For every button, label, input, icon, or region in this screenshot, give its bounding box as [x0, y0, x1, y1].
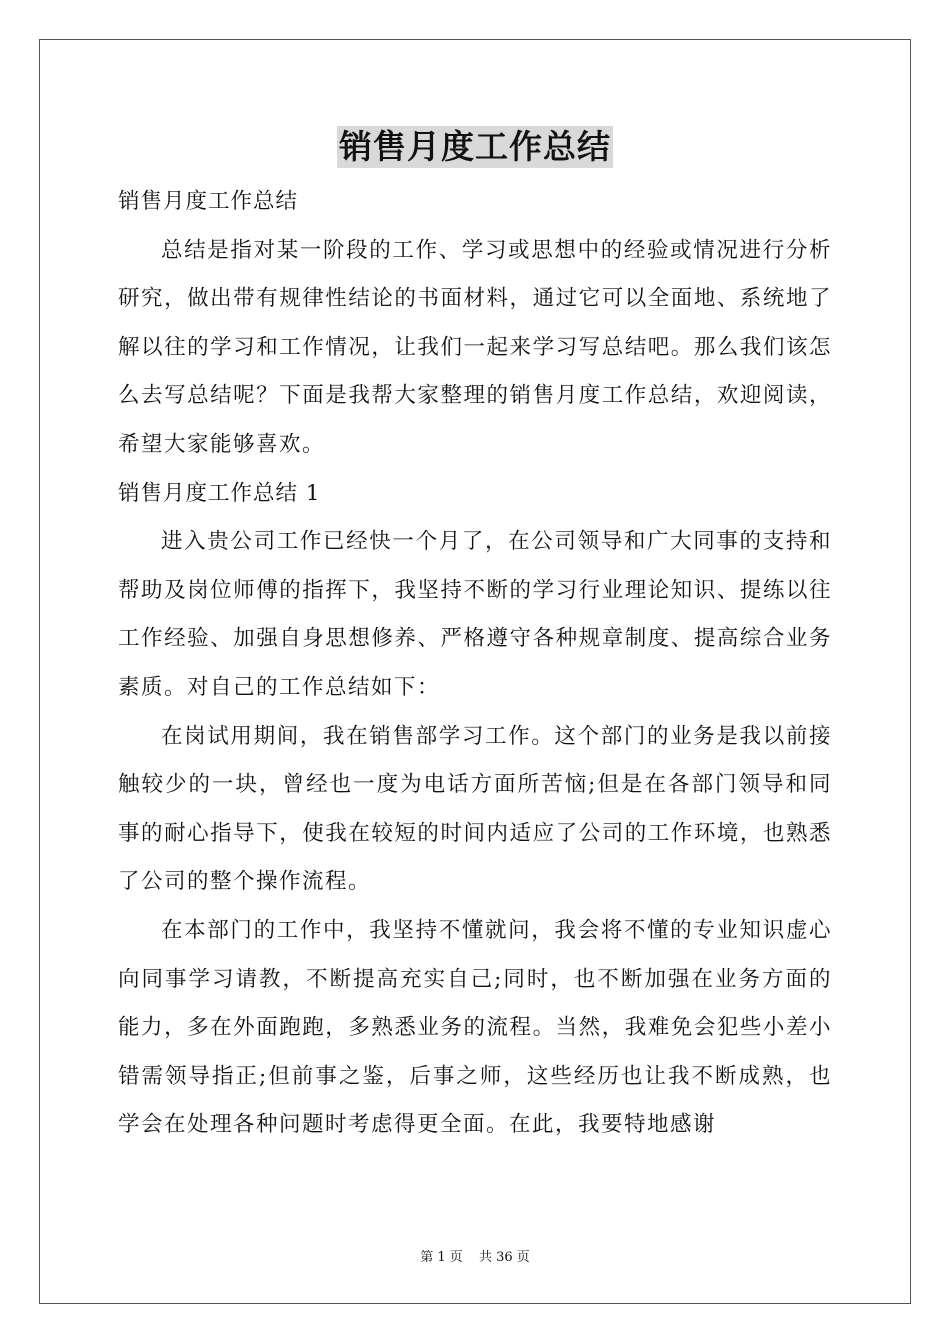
body-paragraph: 进入贵公司工作已经快一个月了，在公司领导和广大同事的支持和帮助及岗位师傅的指挥下，我坚持不断的学习行业理论知识、提练以往工作经验、加强自身思想修养、严格遵守各种规章制度、提高综合业务素质。对自己的工作总结如下： [118, 529, 832, 700]
section-heading: 销售月度工作总结 1 [118, 480, 321, 506]
title-wrap [0, 126, 950, 168]
section-heading: 销售月度工作总结 [118, 189, 299, 214]
page-footer [0, 1246, 950, 1265]
page-total: 共 36 页 [478, 1250, 530, 1265]
document-title: 销售月度工作总结 [339, 127, 611, 166]
body-paragraph: 在岗试用期间，我在销售部学习工作。这个部门的业务是我以前接触较少的一块，曾经也一度为电话方面所苦恼;但是在各部门领导和同事的耐心指导下，使我在较短的时间内适应了公司的工作环境，也熟悉了公司的整个操作流程。 [118, 723, 832, 895]
body-paragraph: 在本部门的工作中，我坚持不懂就问，我会将不懂的专业知识虚心向同事学习请教，不断提高充实自己;同时，也不断加强在业务方面的能力，多在外面跑跑，多熟悉业务的流程。当然，我难免会犯些小差小错需领导指正;但前事之鉴，后事之师，这些经历也让我不断成熟，也学会在处理各种问题时考虑得更全面。在此，我要特地感谢 [118, 917, 832, 1138]
body-paragraph: 总结是指对某一阶段的工作、学习或思想中的经验或情况进行分析研究，做出带有规律性结论的书面材料，通过它可以全面地、系统地了解以往的学习和工作情况，让我们一起来学习写总结吧。那么我们该怎么去写总结呢？下面是我帮大家整理的销售月度工作总结，欢迎阅读，希望大家能够喜欢。 [118, 237, 832, 457]
document-body [118, 178, 832, 1150]
page-number: 第 1 页 [420, 1250, 463, 1265]
